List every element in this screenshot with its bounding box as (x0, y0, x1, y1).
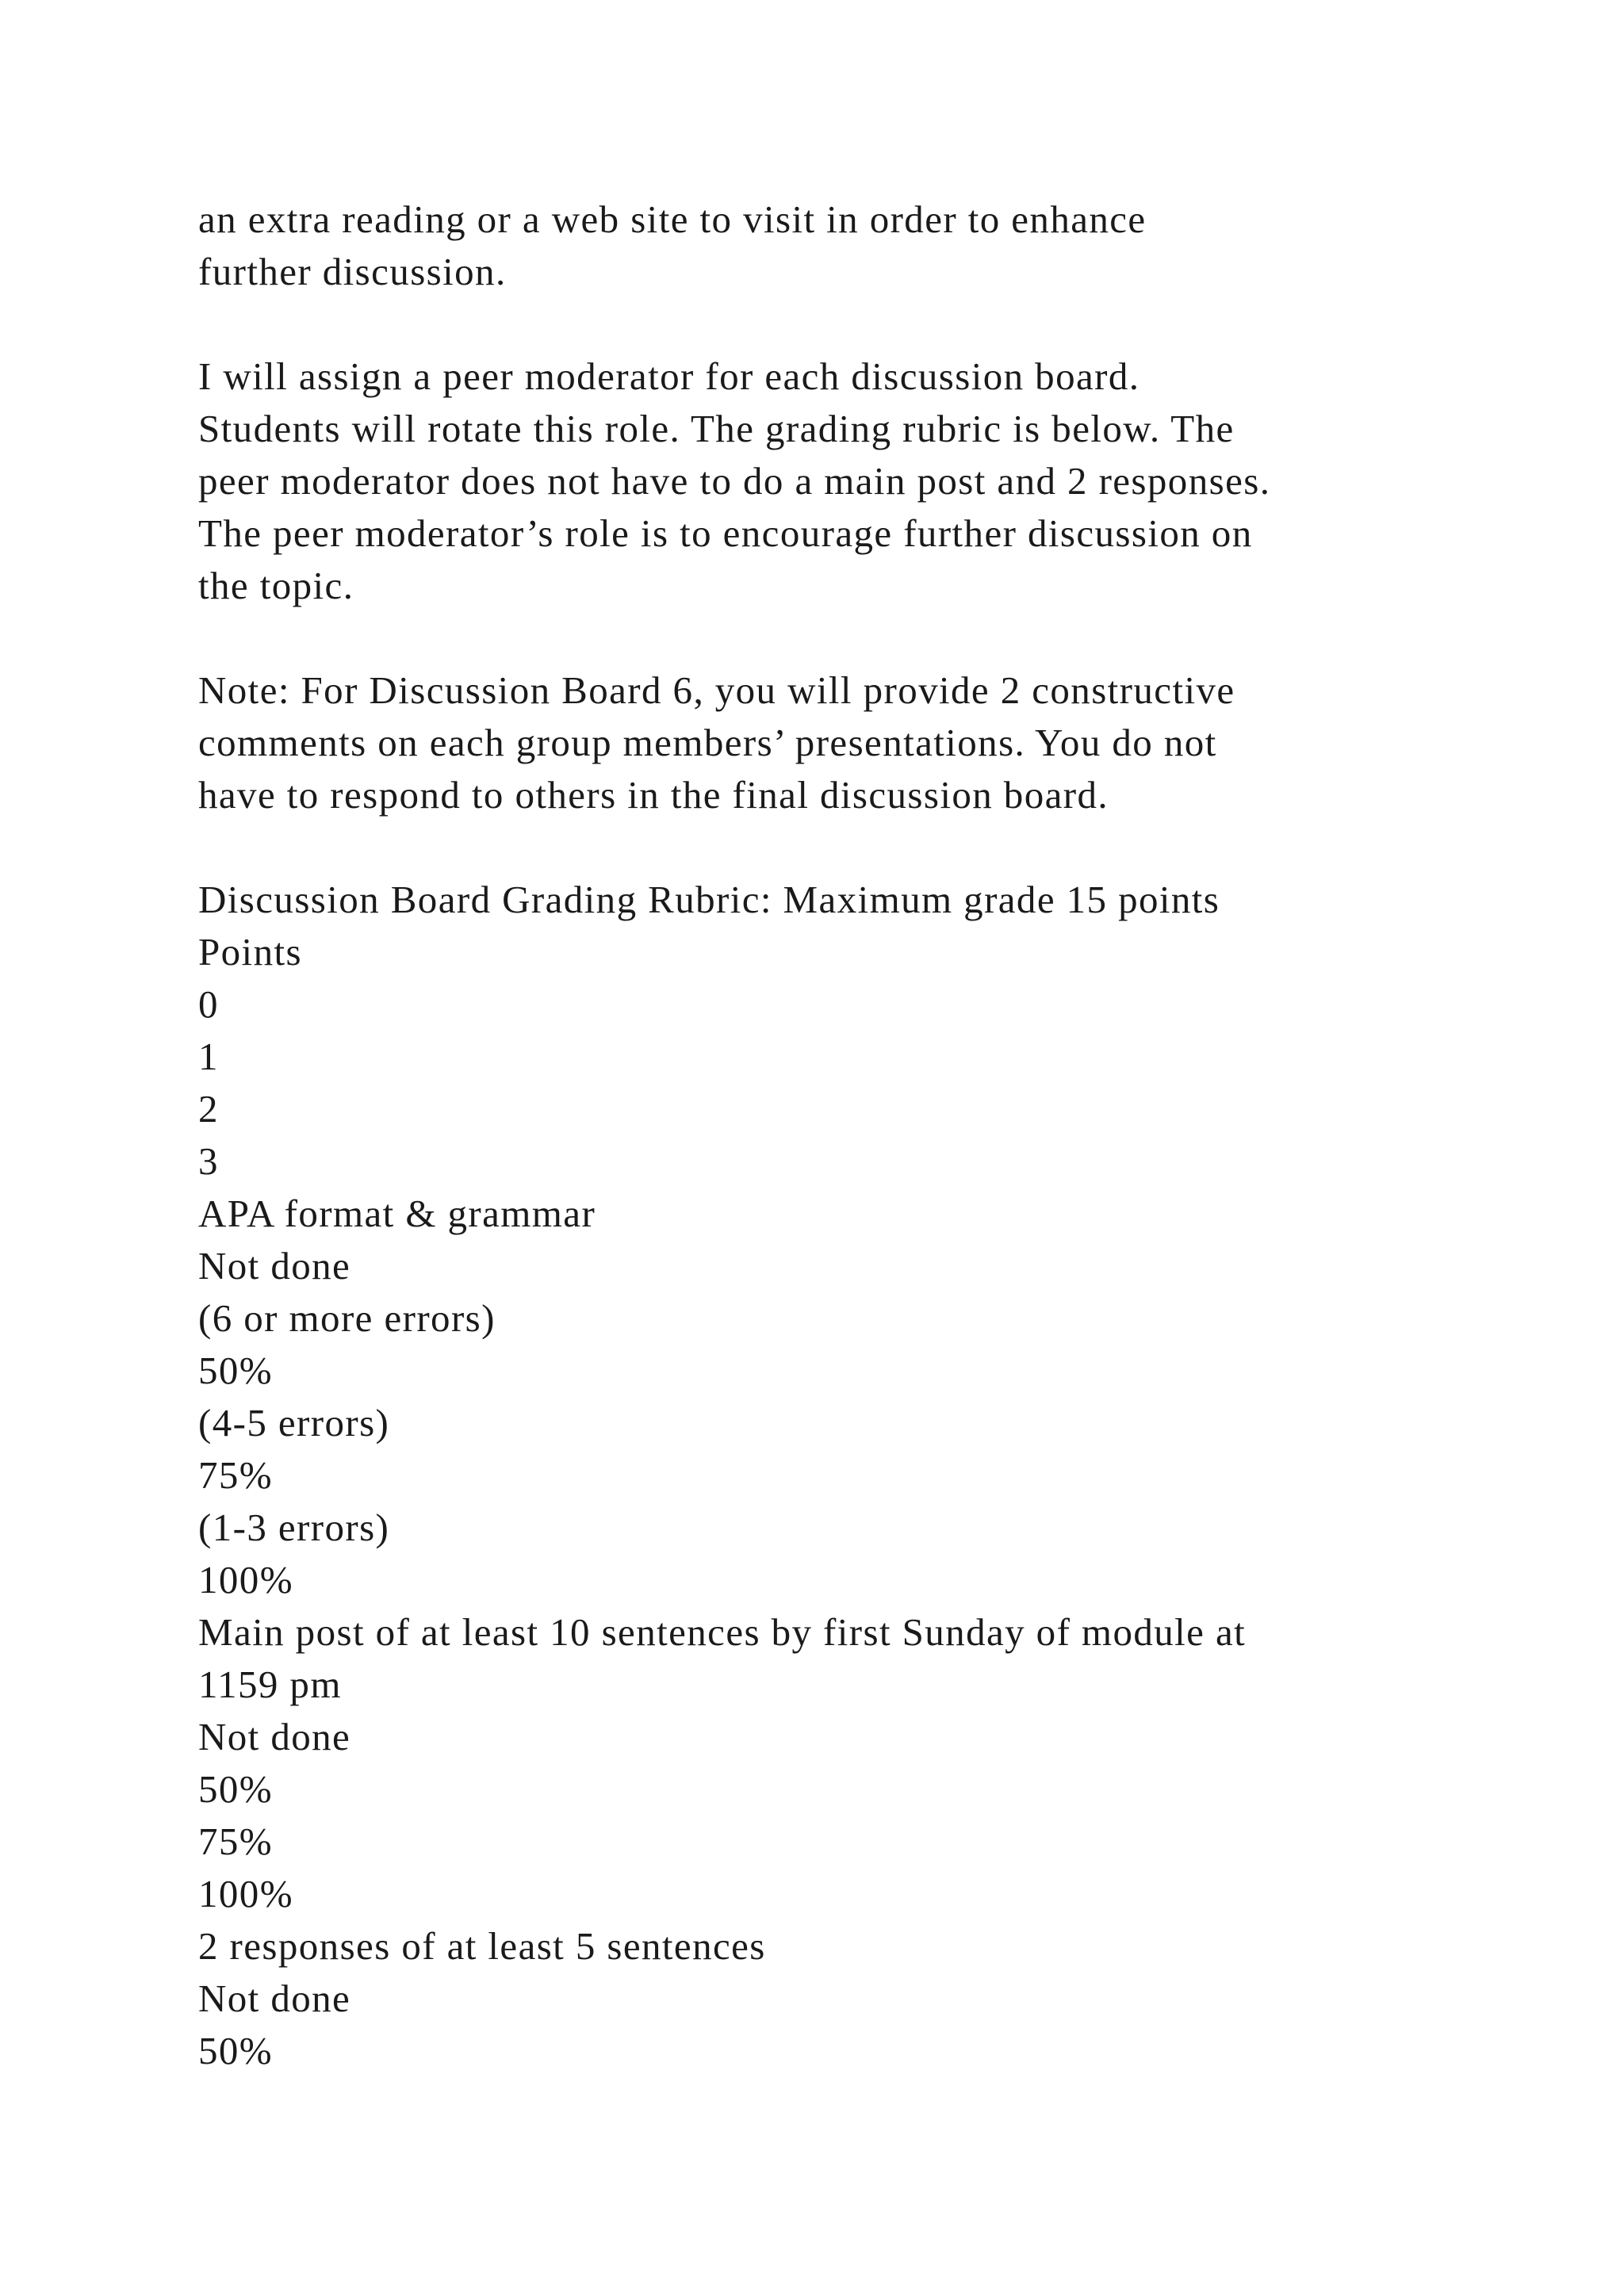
paragraph-gap (198, 821, 1530, 874)
intro-paragraph (198, 193, 1530, 298)
rubric-cell: 100% (198, 1558, 293, 1601)
rubric-criterion-main-post: 1159 pm (198, 1663, 342, 1706)
text-line: comments on each group members’ presentations. You do not (198, 721, 1217, 764)
rubric-cell: (1-3 errors) (198, 1506, 390, 1549)
text-line: peer moderator does not have to do a main post and 2 responses. (198, 459, 1271, 503)
rubric-cell: 75% (198, 1820, 274, 1863)
paragraph-gap (198, 612, 1530, 664)
rubric-criterion-main-post: Main post of at least 10 sentences by first Sunday of module at (198, 1610, 1247, 1654)
note-paragraph (198, 664, 1530, 821)
rubric-cell: (4-5 errors) (198, 1401, 390, 1445)
text-line: the topic. (198, 564, 354, 607)
text-line: Note: For Discussion Board 6, you will provide 2 constructive (198, 668, 1235, 712)
rubric-header-cell: 0 (198, 982, 219, 1026)
rubric-header-cell: 3 (198, 1139, 219, 1183)
rubric-title: Discussion Board Grading Rubric: Maximum grade 15 points (198, 878, 1220, 921)
rubric-cell: 100% (198, 1872, 293, 1915)
rubric-cell: (6 or more errors) (198, 1296, 496, 1340)
text-line: have to respond to others in the final discussion board. (198, 773, 1109, 817)
rubric-header-cell: Points (198, 930, 302, 974)
rubric-cell: 75% (198, 1453, 274, 1497)
rubric-cell: Not done (198, 1976, 351, 2020)
rubric-cell: 50% (198, 1767, 274, 1811)
rubric-header-cell: 1 (198, 1035, 219, 1078)
rubric-cell: 50% (198, 2029, 274, 2072)
rubric-cell: 50% (198, 1349, 274, 1392)
rubric-criterion-responses: 2 responses of at least 5 sentences (198, 1924, 766, 1968)
peer-moderator-paragraph (198, 350, 1530, 612)
grading-rubric (198, 874, 1530, 2077)
rubric-criterion-apa: APA format & grammar (198, 1192, 596, 1235)
text-line: Students will rotate this role. The grading rubric is below. The (198, 407, 1235, 450)
rubric-cell: Not done (198, 1244, 351, 1288)
rubric-header-cell: 2 (198, 1087, 219, 1131)
document-page (198, 193, 1530, 2077)
rubric-cell: Not done (198, 1715, 351, 1758)
text-line: further discussion. (198, 250, 507, 293)
paragraph-gap (198, 298, 1530, 350)
text-line: I will assign a peer moderator for each discussion board. (198, 354, 1140, 398)
text-line: an extra reading or a web site to visit in order to enhance (198, 197, 1147, 241)
text-line: The peer moderator’s role is to encourage further discussion on (198, 511, 1253, 555)
